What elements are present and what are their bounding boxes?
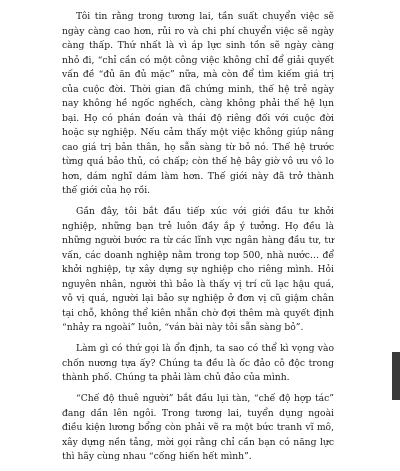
page-edge-tab [392, 352, 400, 400]
body-text [62, 10, 334, 471]
paragraph-2: Gần đây, tôi bắt đầu tiếp xúc với giới đầu tư khởi nghiệp, những bạn trẻ luôn đầy ắp ý tưởng. Họ đều là những người bước ra từ các lĩnh vực ngân hàng đầu tư, tư vấn, các doanh nghiệp nằm trong top 500, nhà nước… để khởi nghiệp, tự xây dựng sự nghiệp cho riêng mình. Hỏi nguyên nhân, người thì bảo là thấy vị trí cũ lạc hậu quá, vô vị quá, người lại bảo sự nghiệp ở đơn vị cũ giậm chân tại chỗ, không thể kiên nhẫn chờ đợi thêm mà quyết định “nhảy ra ngoài” luôn, “ván bài này tôi sẵn sàng bỏ”. [62, 206, 334, 333]
paragraph-3: Làm gì có thứ gọi là ổn định, ta sao có thể kì vọng vào chốn nương tựa ấy? Chúng ta đều là ốc đảo cô độc trong thành phố. Chúng ta phải làm chủ đảo của mình. [62, 343, 334, 383]
paragraph-4: “Chế độ thuê người” bắt đầu lụi tàn, “chế độ hợp tác” đang dần lên ngôi. Trong tương lai, tuyển dụng ngoài điều kiện lương bổng còn phải vẽ ra một bức tranh vĩ mô, xây dựng nền tảng, mời gọi rằng chỉ cần bạn có năng lực thì hãy cùng nhau “cống hiến hết mình”. [62, 393, 334, 462]
paragraph-1: Tôi tin rằng trong tương lai, tần suất chuyển việc sẽ ngày càng cao hơn, rủi ro và chi phí chuyển việc sẽ ngày càng thấp. Thứ nhất là vì áp lực sinh tồn sẽ ngày càng nhỏ đi, “chỉ cần có một công việc không chỉ để giải quyết vấn đề “đủ ăn đủ mặc” nữa, mà còn để tìm kiếm giá trị của cuộc đời. Thời gian đã chứng minh, thế hệ trẻ ngày nay không hề ngốc nghếch, càng không phải thế hệ lụn bại. Họ có phán đoán và thái độ riêng đối với cuộc đời hoặc sự nghiệp. Nếu cảm thấy một việc không giúp nâng cao giá trị bản thân, họ sẵn sàng từ bỏ nó. Thế hệ trước từng quá bảo thủ, có chấp; còn thế hệ bây giờ vô ưu vô lo hơn, dám nghĩ dám làm hơn. Thế giới này đã trở thành thế giới của họ rồi. [62, 11, 334, 196]
